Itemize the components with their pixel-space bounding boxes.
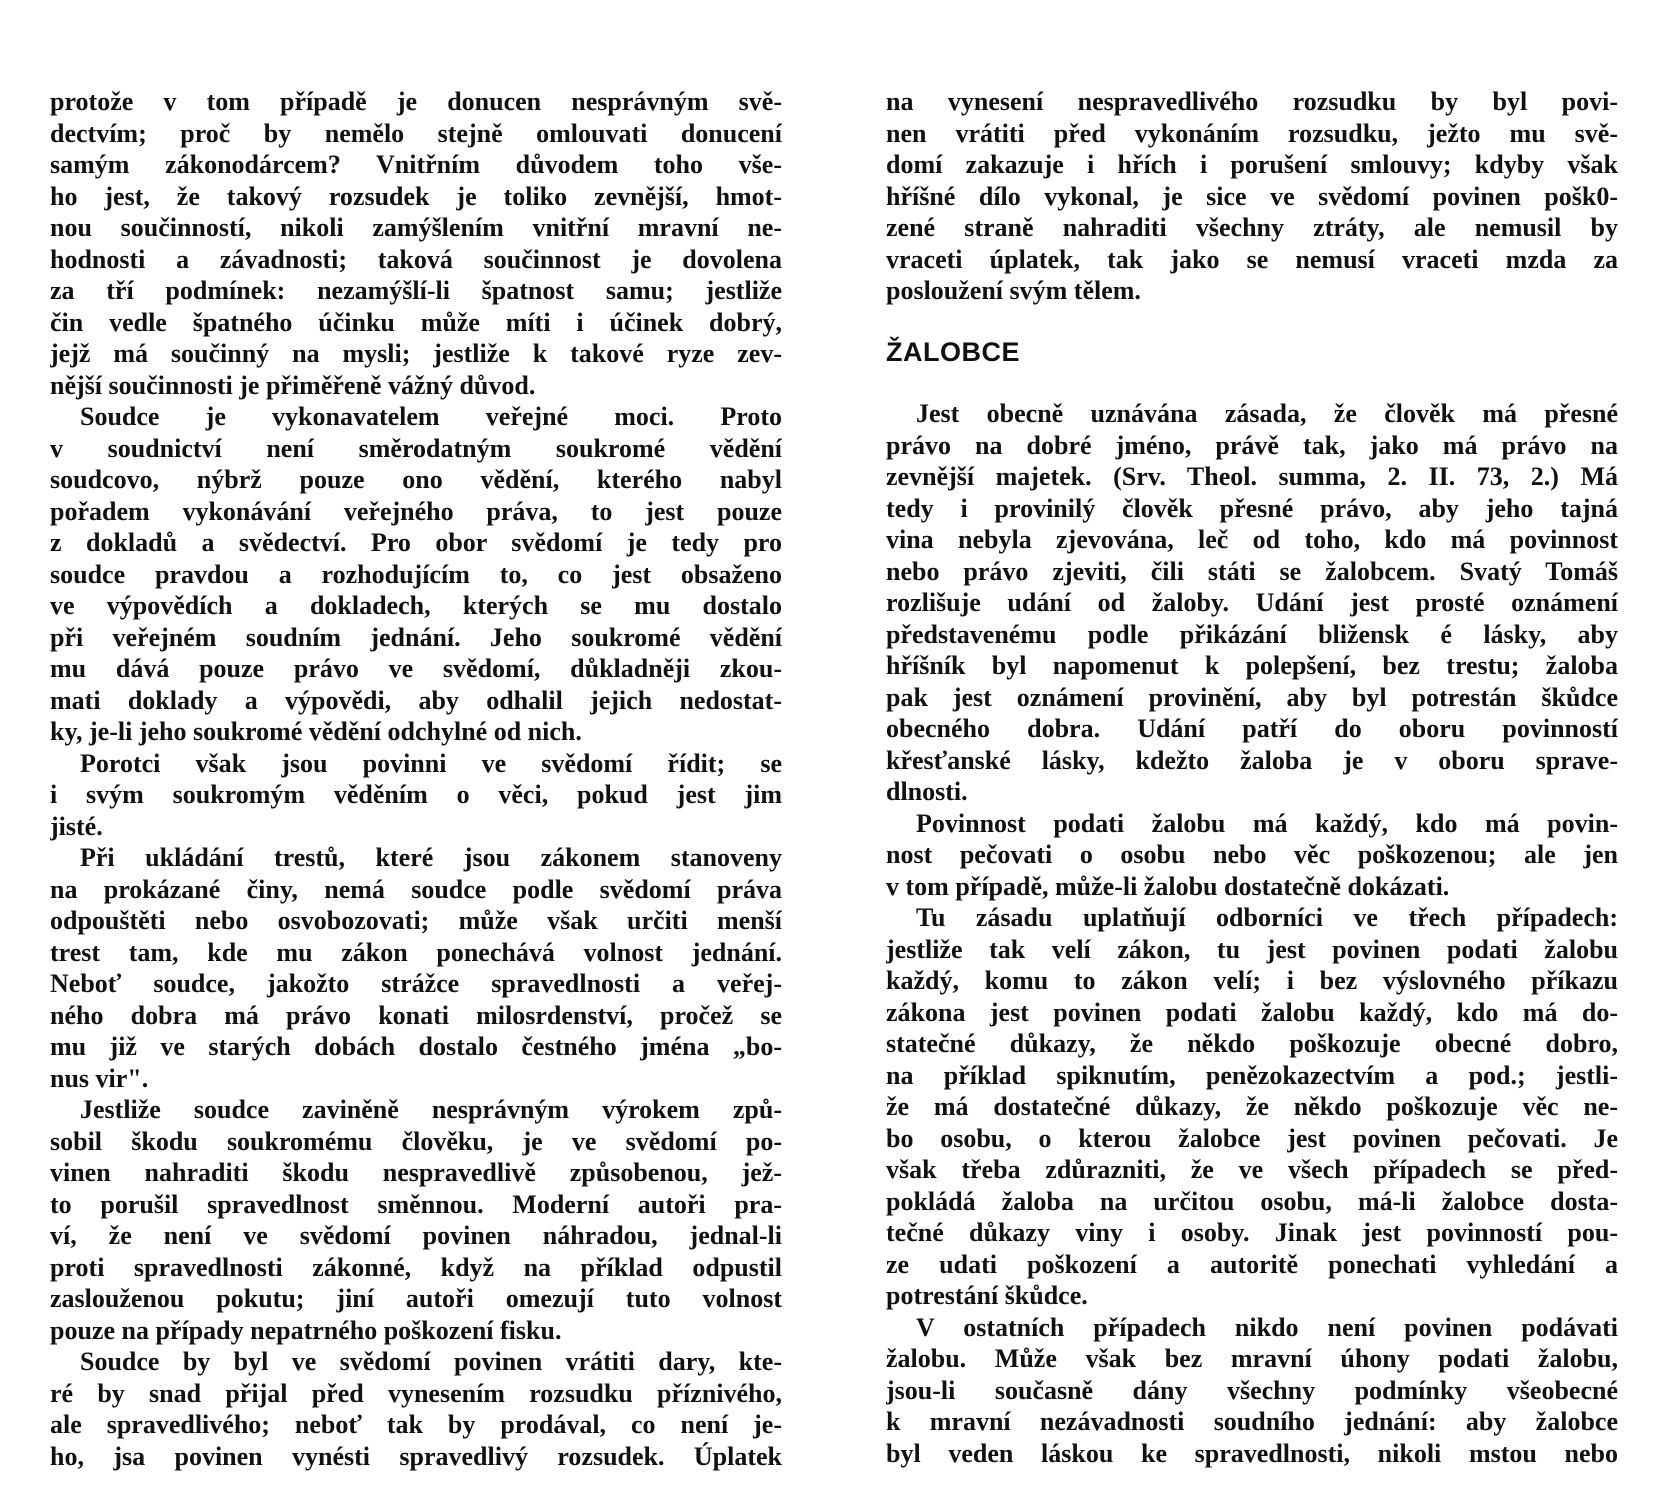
paragraph-start-line: V ostatních případech nikdo není povinen podávati (916, 1312, 1618, 1342)
text-line: zákona jest povinen podati žalobu každý, kdo má do- (886, 997, 1618, 1027)
text-line: sobil škodu soukromému člověku, je ve svědomí po- (50, 1126, 782, 1156)
text-line: pořadem vykonávání veřejného práva, to jest pouze (50, 496, 782, 526)
text-line: hříšník byl napomenut k polepšení, bez trestu; žaloba (886, 651, 1618, 680)
text-line: nen vrátiti před vykonáním rozsudku, ježto mu svě- (886, 118, 1618, 148)
text-line: ví, že není ve svědomí povinen náhradou, jednal-li (50, 1221, 782, 1250)
right-column (886, 86, 1618, 1469)
text-line: pokládá žaloba na určitou osobu, má-li žalobce dosta- (886, 1186, 1618, 1216)
left-column (50, 86, 782, 1472)
paragraph-start-line: Tu zásadu uplatňují odborníci ve třech případech: (916, 903, 1618, 932)
text-line: žalobu. Může však bez mravní úhony podati žalobu, (886, 1344, 1618, 1373)
text-line: potrestání škůdce. (886, 1281, 1088, 1310)
paragraph-start-line: Při ukládání trestů, které jsou zákonem stanoveny (80, 843, 782, 872)
text-line: ale spravedlivého; neboť tak by prodával, co není je- (50, 1410, 782, 1439)
text-line: ho, jsa povinen vynésti spravedlivý rozsudek. Úplatek (50, 1441, 782, 1471)
text-line: ze udati poškození a autoritě ponechati vyhledání a (886, 1249, 1618, 1279)
paragraph-start-line: Soudce by byl ve svědomí povinen vrátiti dary, kte- (80, 1347, 782, 1376)
text-line: ré by snad přijal před vynesením rozsudku příznivého, (50, 1378, 782, 1408)
text-line: i svým soukromým věděním o věci, pokud jest jim (50, 780, 782, 809)
paragraph-start-line: Porotci však jsou povinni ve svědomí řídit; se (80, 748, 782, 778)
text-line: hříšné dílo vykonal, je sice ve svědomí povinen pošk0- (886, 181, 1618, 211)
text-line: zaslouženou pokutu; jiní autoři omezují tuto volnost (50, 1284, 782, 1313)
text-line: ky, je-li jeho soukromé vědění odchylné od nich. (50, 717, 582, 746)
text-line: jestliže tak velí zákon, tu jest povinen podati žalobu (886, 934, 1618, 964)
text-line: na příklad spiknutím, penězokazectvím a pod.; jestli- (886, 1060, 1618, 1090)
text-line: nou součinností, nikoli zamýšlením vnitřní mravní ne- (50, 213, 782, 242)
text-line: tedy i provinilý člověk přesné právo, aby jeho tajná (886, 493, 1618, 523)
text-line: dlnosti. (886, 777, 968, 806)
paragraph-start-line: Jestliže soudce zaviněně nesprávným výrokem způ- (80, 1095, 782, 1124)
text-line: statečné důkazy, že někdo poškozuje obecné dobro, (886, 1029, 1618, 1058)
text-line: nus vir". (50, 1063, 149, 1093)
paragraph-start-line: Povinnost podati žalobu má každý, kdo má povin- (916, 808, 1618, 838)
text-line: mu dává pouze právo ve svědomí, důkladněji zkou- (50, 654, 782, 683)
text-line: posloužení svým tělem. (886, 276, 1141, 305)
text-line: jisté. (50, 811, 103, 841)
text-line: vinen nahraditi škodu nespravedlivě způsobenou, jež- (50, 1158, 782, 1187)
text-line: však třeba zdůrazniti, že ve všech případech se před- (886, 1155, 1618, 1184)
text-line: za tří podmínek: nezamýšlí-li špatnost samu; jestliže (50, 276, 782, 305)
text-line: pouze na případy nepatrného poškození fisku. (50, 1315, 562, 1345)
text-line: mu již ve starých dobách dostalo čestného jména „bo- (50, 1032, 782, 1061)
text-line: v tom případě, může-li žalobu dostatečně dokázati. (886, 871, 1450, 901)
text-line: nebo právo zjeviti, čili státi se žalobcem. Svatý Tomáš (886, 556, 1618, 586)
text-line: zené straně nahraditi všechny ztráty, ale nemusil by (886, 213, 1618, 242)
text-line: jsou-li současně dány všechny podmínky všeobecné (886, 1375, 1618, 1405)
text-line: soudce pravdou a rozhodujícím to, co jest obsaženo (50, 559, 782, 589)
text-line: ho jest, že takový rozsudek je toliko zevnější, hmot- (50, 181, 782, 211)
text-line: Neboť soudce, jakožto strážce spravedlnosti a veřej- (50, 969, 782, 998)
text-line: v soudnictví není směrodatným soukromé vědění (50, 433, 782, 463)
text-line: zevnější majetek. (Srv. Theol. summa, 2. II. 73, 2.) Má (886, 462, 1618, 491)
text-line: na vynesení nespravedlivého rozsudku by byl povi- (886, 87, 1618, 116)
text-line: odpouštěti nebo osvobozovati; může však určiti menší (50, 906, 782, 935)
text-line: čin vedle špatného účinku může míti i účinek dobrý, (50, 307, 782, 337)
text-line: z dokladů a svědectví. Pro obor svědomí je tedy pro (50, 528, 782, 557)
text-line: nost pečovati o osobu nebo věc poškozenou; ale jen (886, 840, 1618, 869)
text-line: protože v tom případě je donucen nesprávným svě- (50, 87, 782, 116)
text-line: pak jest oznámení provinění, aby byl potrestán škůdce (886, 682, 1618, 712)
text-line: každý, komu to zákon velí; i bez výslovného příkazu (886, 966, 1618, 995)
text-line: nější součinnosti je přiměřeně vážný důvod. (50, 370, 536, 400)
text-line: trest tam, kde mu zákon ponechává volnost jednání. (50, 937, 782, 967)
text-line: ve výpovědích a dokladech, kterých se mu dostalo (50, 591, 782, 620)
text-line: na prokázané činy, nemá soudce podle svědomí práva (50, 874, 782, 904)
text-line: ného dobra má právo konati milosrdenství, pročež se (50, 1000, 782, 1030)
text-line: k mravní nezávadnosti soudního jednání: aby žalobce (886, 1407, 1618, 1436)
text-line: domí zakazuje i hřích i porušení smlouvy; kdyby však (886, 150, 1618, 179)
text-line: křesťanské lásky, kdežto žaloba je v oboru sprave- (886, 745, 1618, 775)
text-line: právo na dobré jméno, právě tak, jako má právo na (886, 430, 1618, 460)
section-heading: ŽALOBCE (886, 336, 1020, 367)
text-line: vina nebyla zjevována, leč od toho, kdo má povinnost (886, 525, 1618, 554)
text-line: vraceti úplatek, tak jako se nemusí vraceti mzda za (886, 244, 1618, 274)
text-line: byl veden láskou ke spravedlnosti, nikoli mstou nebo (886, 1438, 1618, 1468)
paragraph-start-line: Jest obecně uznávána zásada, že člověk má přesné (916, 399, 1618, 428)
text-line: rozlišuje udání od žaloby. Udání jest prosté oznámení (886, 588, 1618, 617)
text-line: jejž má součinný na mysli; jestliže k takové ryze zev- (50, 339, 782, 368)
text-line: že má dostatečné důkazy, že někdo poškozuje věc ne- (886, 1092, 1618, 1121)
text-line: hodnosti a závadnosti; taková součinnost je dovolena (50, 244, 782, 274)
text-line: bo osobu, o kterou žalobce jest povinen pečovati. Je (886, 1123, 1618, 1153)
text-line: soudcovo, nýbrž pouze ono vědění, kterého nabyl (50, 465, 782, 494)
text-line: obecného dobra. Udání patří do oboru povinností (886, 714, 1618, 743)
text-line: představenému podle přikázání bližensk é lásky, aby (886, 619, 1618, 649)
text-line: při veřejném soudním jednání. Jeho soukromé vědění (50, 622, 782, 652)
text-line: proti spravedlnosti zákonné, když na příklad odpustil (50, 1252, 782, 1282)
text-line: mati doklady a výpovědi, aby odhalil jejich nedostat- (50, 685, 782, 715)
text-line: to porušil spravedlnost směnnou. Moderní autoři pra- (50, 1189, 782, 1219)
text-line: tečné důkazy viny i osoby. Jinak jest povinností pou- (886, 1218, 1618, 1247)
text-line: dectvím; proč by nemělo stejně omlouvati donucení (50, 118, 782, 148)
text-line: samým zákonodárcem? Vnitřním důvodem toho vše- (50, 150, 782, 179)
paragraph-start-line: Soudce je vykonavatelem veřejné moci. Proto (80, 402, 782, 431)
